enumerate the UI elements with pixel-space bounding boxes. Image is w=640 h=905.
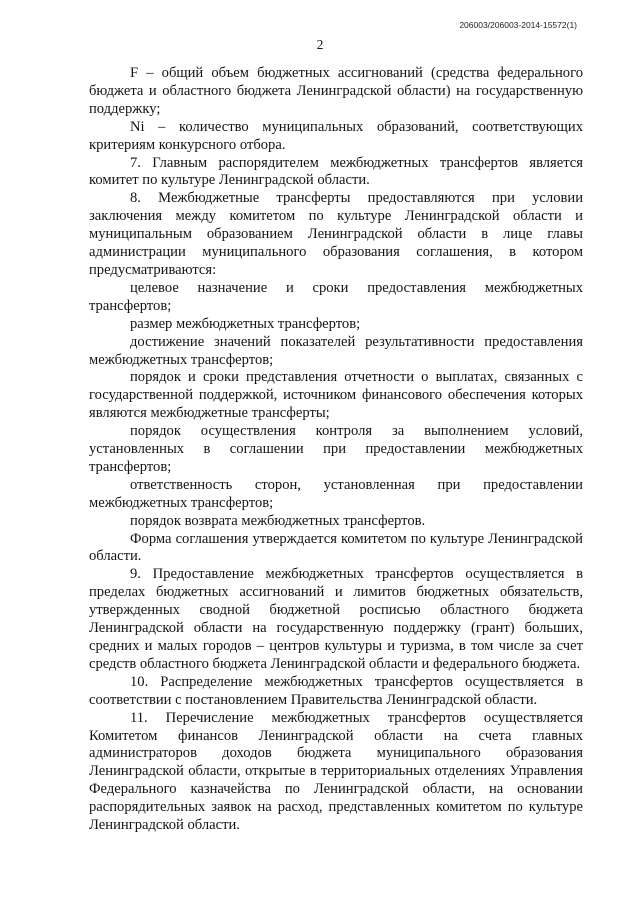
document-id: 206003/206003-2014-15572(1) [459,20,577,30]
page-number: 2 [316,37,324,52]
list-item: порядок и сроки представления отчетности о выплатах, связанных с государственной поддержкой, источником финансового обеспечения которых являются межбюджетные трансферты; [89,369,583,422]
list-item: размер межбюджетных трансфертов; [130,315,361,332]
paragraph: 11. Перечисление межбюджетных трансфертов осуществляется Комитетом финансов Ленинградской области на счета главных администраторов доходов бюджета муниципального образования Ленинградской области, открытые в территориальных отделениях Управления Федерального казначейства по Ленинградской области, на основании распорядительных заявок на расход, представленных комитетом по культуре Ленинградской области. [89,709,583,834]
paragraph: 7. Главным распорядителем межбюджетных трансфертов является комитет по культуре Ленинградской области. [89,154,583,189]
document-body [89,65,583,835]
paragraph: Форма соглашения утверждается комитетом по культуре Ленинградской области. [89,530,583,565]
paragraph: F – общий объем бюджетных ассигнований (средства федерального бюджета и областного бюджета Ленинградской области) на государственную поддержку; [89,65,583,117]
list-item: порядок осуществления контроля за выполнением условий, установленных в соглашении при предоставлении межбюджетных трансфертов; [89,423,583,475]
paragraph: 10. Распределение межбюджетных трансфертов осуществляется в соответствии с постановлением Правительства Ленинградской области. [89,673,583,708]
list-item: целевое назначение и сроки предоставления межбюджетных трансфертов; [89,279,583,314]
list-item: достижение значений показателей результативности предоставления межбюджетных трансфертов; [89,333,583,368]
paragraph: Ni – количество муниципальных образований, соответствующих критериям конкурсного отбора. [89,118,583,153]
paragraph: 8. Межбюджетные трансферты предоставляются при условии заключения между комитетом по культуре Ленинградской области и муниципальным образованием Ленинградской области в лице главы администрации муниципального образования соглашения, в котором предусматриваются: [89,190,583,278]
list-item: порядок возврата межбюджетных трансфертов. [130,512,426,529]
paragraph: 9. Предоставление межбюджетных трансфертов осуществляется в пределах бюджетных ассигнований и лимитов бюджетных обязательств, утвержденных сводной бюджетной росписью областного бюджета Ленинградской области на государственную поддержку (грант) больших, средних и малых городов – центров культуры и туризма, в том числе за счет средств областного бюджета Ленинградской области и федерального бюджета. [89,566,583,672]
list-item: ответственность сторон, установленная при предоставлении межбюджетных трансфертов; [89,476,583,511]
